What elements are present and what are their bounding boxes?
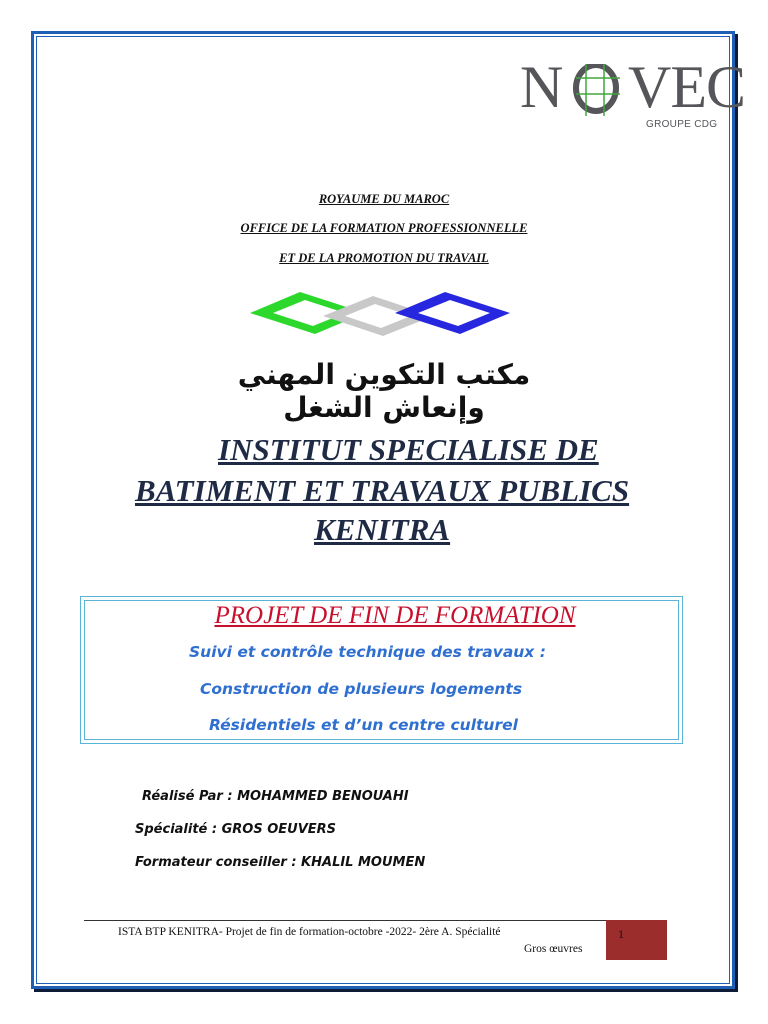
page-border-inner <box>36 36 730 984</box>
logo-word-left: N <box>520 54 563 120</box>
institut-line-2: BATIMENT ET TRAVAUX PUBLICS <box>135 473 630 508</box>
formateur-conseiller: Formateur conseiller : KHALIL MOUMEN <box>135 855 426 870</box>
institut-line-3: KENITRA <box>314 512 451 547</box>
logo-word-right: VEC <box>628 54 745 120</box>
page-number: 1 <box>618 927 624 941</box>
realise-par: Réalisé Par : MOHAMMED BENOUAHI <box>142 789 409 804</box>
institut-line-1: INSTITUT SPECIALISE DE <box>218 432 599 467</box>
ofppt-logo-icon <box>245 288 525 348</box>
specialite: Spécialité : GROS OEUVERS <box>135 822 337 837</box>
arabic-institution-name: مكتب التكوين المهني وإنعاش الشغل <box>237 358 531 424</box>
project-title: PROJET DE FIN DE FORMATION <box>214 602 576 629</box>
project-line-3: Résidentiels et d’un centre culturel <box>209 716 518 734</box>
header-line-2: OFFICE DE LA FORMATION PROFESSIONNELLE <box>240 221 528 235</box>
footer-rule <box>84 920 606 921</box>
footer-text: ISTA BTP KENITRA- Projet de fin de formation-octobre -2022- 2ère A. Spécialité <box>118 926 501 938</box>
header-line-1: ROYAUME DU MAROC <box>318 192 450 206</box>
project-line-2: Construction de plusieurs logements <box>200 680 523 698</box>
project-line-1: Suivi et contrôle technique des travaux : <box>189 643 546 661</box>
page-number-box <box>606 920 667 960</box>
footer-text-specialty: Gros œuvres <box>524 943 583 955</box>
novec-logo <box>520 54 745 130</box>
header-line-3: ET DE LA PROMOTION DU TRAVAIL <box>279 251 489 265</box>
logo-o-grid-icon <box>568 64 628 124</box>
logo-subtitle: GROUPE CDG <box>646 119 718 130</box>
